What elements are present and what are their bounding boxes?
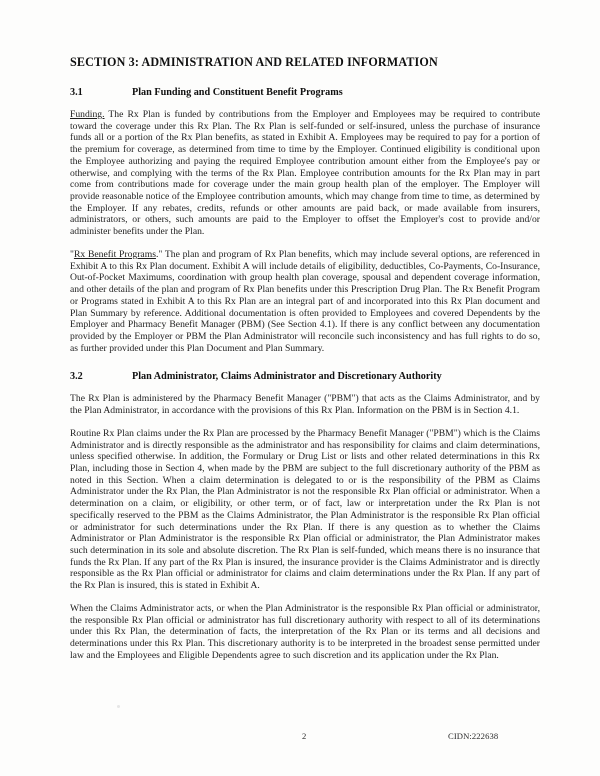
page-footer (70, 731, 540, 745)
footer-document-id: CIDN:222638 (448, 731, 499, 741)
quote-close: ." (155, 248, 163, 260)
section-heading-3-2 (70, 371, 540, 382)
section-title: Plan Funding and Constituent Benefit Programs (132, 87, 343, 98)
scan-artifact-speck (117, 705, 120, 708)
paragraph-discretionary-authority: When the Claims Administrator acts, or when the Plan Administrator is the responsible Rx Plan official or administrator, the responsible Rx Plan official or administrator has full discretionary authority with respect to all of its determinations under this Rx Plan, the determination of facts, the interpretation of the Rx Plan or its terms and all decisions and determinations under this Rx Plan. This discretionary authority is to be interpreted in the broadest sense permitted under law and the Employees and Eligible Dependents agree to such discretion and its application under the Rx Plan. (70, 602, 540, 661)
paragraph-rx-benefit-programs (70, 249, 540, 354)
funding-lead-label: Funding. (70, 109, 105, 120)
section-number: 3.2 (70, 371, 83, 383)
footer-page-number: 2 (302, 731, 307, 741)
section-title: Plan Administrator, Claims Administrator and Discretionary Authority (132, 371, 442, 383)
quote-open: " (70, 248, 74, 260)
section-number: 3.1 (70, 87, 83, 98)
funding-body-text: The Rx Plan is funded by contributions from the Employer and Employees may be required to contribute toward the coverage under this Rx Plan. The Rx Plan is self-funded or self-insured, unless the purchase of insurance funds all or a portion of the Rx Plan benefits, as stated in Exhibit A. Employees may be required to pay for a portion of the premium for coverage, as determined from time to time by the Employer. Continued eligibility is conditional upon the Employee authorizing and paying the required Employee contribution amount either from the Employee's pay or otherwise, and complying with the terms of the Rx Plan. Employee contribution amounts for the Rx Plan may in part come from contributions made for coverage under the main group health plan of the employer. The Employer will provide reasonable notice of the Employee contribution amounts, which may change from time to time, as determined by the Employer. If any rebates, credits, refunds or other amounts are paid back, or made available from insurers, administrators, or others, such amounts are paid to the Employer to offset the Employer's cost to provide and/or administer benefits under the Plan. (70, 109, 540, 238)
rx-benefit-programs-body-text: The plan and program of Rx Plan benefits, which may include several options, are referenced in Exhibit A to this Rx Plan document. Exhibit A will include details of eligibility, deductibles, Co-Payments, Co-Insurance, Out-of-Pocket Maximums, coordination with group health plan coverage, spousal and dependent coverage information, and other details of the plan and program of Rx Plan benefits under this Prescription Drug Plan. The Rx Benefit Program or Programs stated in Exhibit A to this Rx Plan are an integral part of and incorporated into this Rx Plan document and Plan Summary by reference. Additional documentation is often provided to Employees and covered Dependents by the Employer and Pharmacy Benefit Manager (PBM) (See Section 4.1). If there is any conflict between any documentation provided by the Employer or PBM the Plan Administrator will reconcile such inconsistency and has full rights to do so, as further provided under this Plan Document and Plan Summary. (70, 248, 540, 354)
section-heading-3-1 (70, 87, 540, 98)
paragraph-funding (70, 109, 540, 238)
rx-benefit-programs-lead-label: Rx Benefit Programs (73, 248, 156, 260)
paragraph-administered-by: The Rx Plan is administered by the Pharmacy Benefit Manager ("PBM") that acts as the Claims Administrator, and by the Plan Administrator, in accordance with the provisions of this Rx Plan. Information on the PBM is in Section 4.1. (70, 393, 540, 417)
page-content (70, 55, 540, 661)
paragraph-routine-claims: Routine Rx Plan claims under the Rx Plan are processed by the Pharmacy Benefit Manager ("PBM") which is the Claims Administrator and is directly responsible as the administrator and has responsibility for claims and claim determinations, unless specified otherwise. In addition, the Formulary or Drug List or lists and other related determinations in this Rx Plan, including those in Section 4, when made by the PBM are subject to the full discretionary authority of the PBM as noted in this Section. When a claim determination is delegated to or is the responsibility of the PBM as Claims Administrator under the Rx Plan, the Plan Administrator is not the responsible Rx Plan official or administrator. When a determination on a claim, or eligibility, or other term, or of fact, law or interpretation under the Rx Plan is not specifically reserved to the PBM as the Claims Administrator, the Plan Administrator is the responsible Rx Plan official or administrator for such determinations under the Rx Plan. If there is any question as to whether the Claims Administrator or Plan Administrator is the responsible Rx Plan official or administrator, the Plan Administrator makes such determination in its sole and absolute discretion. The Rx Plan is self-funded, which means there is no insurance that funds the Rx Plan. If any part of the Rx Plan is insured, the insurance provider is the Claims Administrator and is directly responsible as the Rx Plan official or administrator for claims and claim determinations under the Rx Plan. If any part of the Rx Plan is insured, this is stated in Exhibit A. (70, 427, 540, 592)
page-title: SECTION 3: ADMINISTRATION AND RELATED INFORMATION (70, 55, 438, 69)
